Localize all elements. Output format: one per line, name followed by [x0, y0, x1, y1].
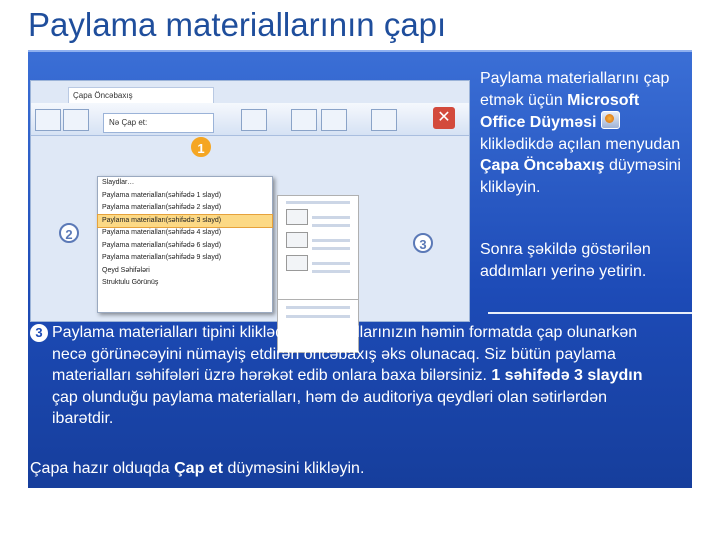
menu-item-handouts-1[interactable]: Paylama materialları(səhifədə 1 slayd)	[102, 191, 222, 199]
print-what-dropdown[interactable]: Nə Çap et:	[103, 113, 214, 133]
final-instruction	[30, 460, 364, 478]
menu-item-handouts-6[interactable]: Paylama materialları(səhifədə 6 slayd)	[102, 241, 222, 249]
next-page-icon[interactable]	[371, 109, 397, 131]
instruction-part: düyməsini klikləyin.	[480, 157, 681, 196]
instruction-text	[480, 68, 688, 198]
final-part: Çapa hazır olduqda	[30, 460, 175, 477]
menu-item-handouts-4[interactable]: Paylama materialları(səhifədə 4 slayd)	[102, 229, 222, 236]
callout-3: 3	[413, 233, 433, 253]
menu-item-slides[interactable]: Slaydlar…	[102, 179, 135, 186]
title-bar	[0, 0, 720, 50]
office-button-icon	[601, 111, 620, 129]
instruction-bold: Çapa Öncəbaxış	[480, 157, 605, 174]
print-preview-tab[interactable]: Çapa Öncəbaxış	[68, 87, 214, 104]
instruction-text-2: Sonra şəkildə göstərilən addımları yerinə yetirin.	[480, 241, 651, 280]
final-part: düyməsini klikləyin.	[223, 460, 365, 477]
menu-item-handouts-9[interactable]: Paylama materialları(səhifədə 9 slayd)	[102, 254, 222, 261]
step-text	[52, 322, 670, 430]
step-badge: 3	[30, 324, 48, 342]
menu-item-handouts-2[interactable]: Paylama materialları(səhifədə 2 slayd)	[102, 204, 222, 211]
step-text-part: Paylama materialları tipini kliklədikdə, slaydlarınızın həmin formatda çap olunarkən necə görünəcəyini nümayiş etdirən öncəbaxış əks olunacaq. Siz bütün paylama materialları səhifələri üzrə hərəkət edib onlara baxa bilərsiniz.	[52, 324, 638, 384]
section-divider	[488, 312, 692, 314]
zoom-icon[interactable]	[291, 109, 317, 131]
menu-item-notes-pages[interactable]: Qeyd Səhifələri	[102, 266, 150, 274]
close-preview-icon[interactable]: ✕	[433, 107, 455, 129]
instruction-part: Paylama materiallarını çap etmək üçün	[480, 70, 670, 109]
print-preview-ribbon	[31, 103, 469, 136]
page-setup-icon[interactable]	[241, 109, 267, 131]
callout-2: 2	[59, 223, 79, 243]
preview-page	[277, 195, 359, 303]
menu-item-outline-view[interactable]: Struktulu Görünüş	[102, 279, 159, 286]
step-text-bold: 1 səhifədə 3 slaydın	[491, 367, 643, 384]
top-divider	[28, 50, 692, 52]
final-bold: Çap et	[174, 460, 224, 477]
instruction-bold: Microsoft Office Düyməsi	[480, 91, 640, 131]
options-icon[interactable]	[63, 109, 89, 131]
print-preview-screenshot	[30, 80, 470, 322]
page-title: Paylama materiallarının çapı	[28, 6, 447, 43]
fit-window-icon[interactable]	[321, 109, 347, 131]
step-text-part: çap olunduğu paylama materialları, həm də auditoriya qeydləri olan sətirlərdən ibarətdir.	[52, 388, 607, 427]
menu-item-handouts-3[interactable]: Paylama materialları(səhifədə 3 slayd)	[98, 215, 272, 228]
print-what-menu	[97, 176, 273, 313]
instruction-part: kliklədikdə açılan menyudan	[480, 135, 681, 153]
print-icon[interactable]	[35, 109, 61, 131]
step-3-description	[30, 322, 670, 430]
slide-content	[28, 50, 692, 488]
callout-1: 1	[191, 137, 211, 157]
